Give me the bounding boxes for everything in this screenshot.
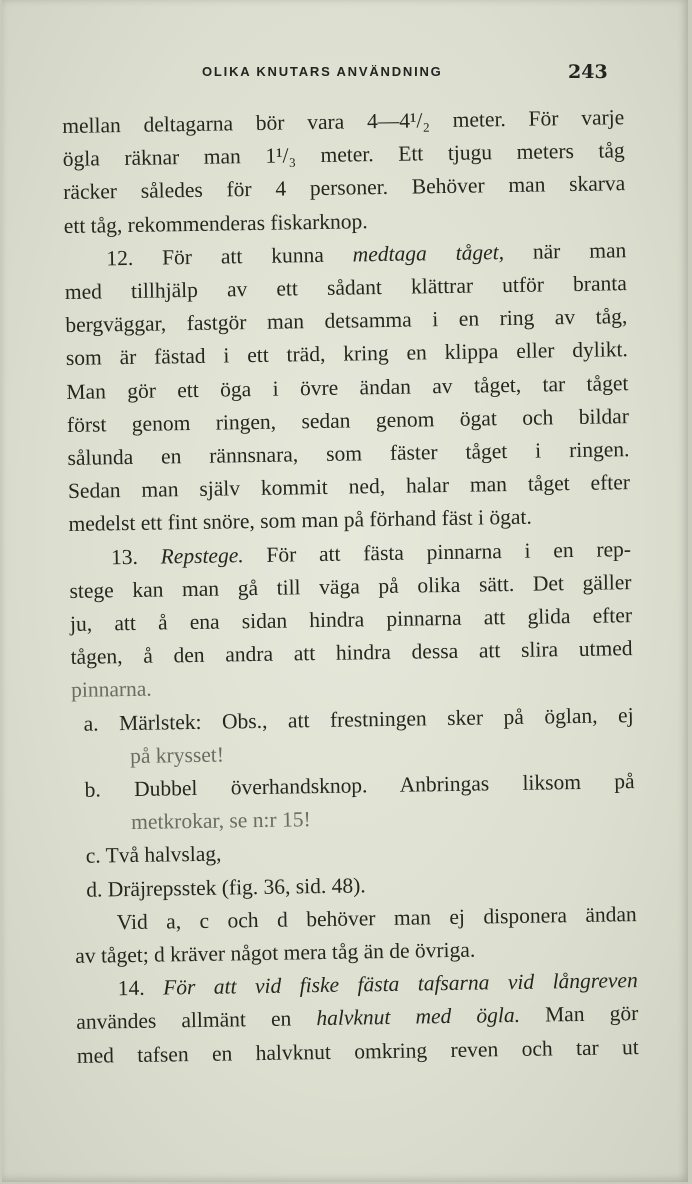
text-line: pinnarna. (70, 677, 152, 703)
text-line: av tåget; d kräver något mera tåg än de övriga. (75, 937, 476, 968)
list-item-b: b. Dubbel överhandsknop. Anbringas liksom på (84, 769, 635, 802)
book-page (2, 0, 688, 1182)
text-line: med tafsen en halvknut omkring reven och tar ut (76, 1034, 639, 1068)
text-line: sålunda en rännsnara, som fäster tåget i ringen. (67, 437, 630, 470)
body-text (62, 101, 639, 1073)
list-item-b-cont: metkrokar, se n:r 15! (131, 807, 311, 835)
section-13-lead: 13. (110, 544, 161, 569)
text-line: medelst ett fint snöre, som man på förhand fäst i ögat. (68, 505, 532, 537)
text-line: ju, att å ena sidan hindra pinnarna att glida efter (69, 603, 633, 636)
text-line: mellan deltagarna bör vara 4—4¹/₂ meter. För varje (62, 105, 625, 138)
list-item-a-cont: på krysset! (129, 742, 225, 768)
text-line: stege kan man gå till väga på olika sätt. Det gäller (69, 569, 632, 603)
text-line: med tillhjälp av ett sådant klättrar utför branta (64, 271, 627, 304)
list-item-d: d. Dräjrepsstek (fig. 36, sid. 48). (86, 872, 366, 902)
page-number: 243 (568, 61, 608, 83)
text-line: Vid a, c och d behöver man ej disponera ändan (116, 901, 637, 935)
text-line: tågen, å den andra att hindra dessa att slira utmed (70, 636, 633, 670)
section-14-lead: 14. (117, 975, 164, 1001)
text-line: ett tåg, rekommenderas fiskarknop. (63, 208, 368, 238)
text-line: Sedan man själv kommit ned, halar man tåget efter (67, 470, 631, 504)
text-line: bergväggar, fastgör man detsamma i en ring av tåg, (65, 304, 628, 338)
text-fragment: användes allmänt en (76, 1006, 317, 1035)
running-title: OLIKA KNUTARS ANVÄNDNING (202, 64, 443, 79)
text-line: räcker således för 4 personer. Behöver man skarva (63, 171, 626, 205)
list-item-a: a. Märlstek: Obs., att frestningen sker på öglan, ej (83, 702, 634, 736)
text-fragment: Man gör (519, 1001, 639, 1028)
list-item-c: c. Två halvslag, (85, 842, 222, 869)
text-line: först genom ringen, sedan genom ögat och bildar (66, 403, 630, 437)
text-line: som är fästad i ett träd, kring en klippa eller dylikt. (65, 337, 629, 371)
section-12-lead: 12. För att kunna (106, 242, 353, 271)
text-line: ögla räknar man 1¹/₃ meter. Ett tjugu meters tåg (62, 138, 625, 172)
text-line: Man gör ett öga i övre ändan av tåget, tar tåget (66, 370, 629, 404)
emphasis-halvknut: halvknut med ögla. (316, 1003, 521, 1031)
page-header (2, 61, 688, 92)
text-fragment: För att fästa pinnarna i en rep- (243, 536, 632, 567)
emphasis-repstege: Repstege. (160, 542, 244, 569)
emphasis-medtaga-taget: medtaga tåget, (352, 239, 505, 267)
text-fragment: när man (503, 237, 627, 264)
emphasis-fiske-tafsarna: För att vid fiske fästa tafsarna vid långreven (162, 968, 638, 1000)
